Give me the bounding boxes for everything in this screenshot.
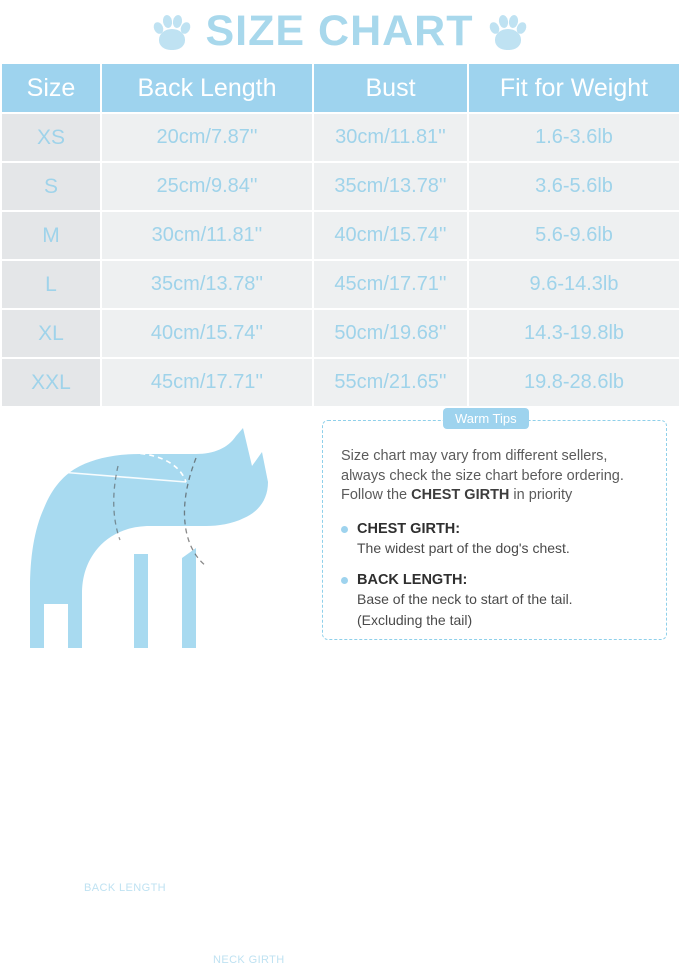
table-row xyxy=(1,211,679,260)
bullet-title: CHEST GIRTH: xyxy=(357,520,461,537)
warm-tips-box xyxy=(322,411,667,640)
size-chart-table xyxy=(0,62,679,408)
cell-weight: 19.8-28.6lb xyxy=(468,358,679,407)
cell-bust: 55cm/21.65'' xyxy=(313,358,468,407)
cell-bust: 40cm/15.74'' xyxy=(313,211,468,260)
cell-back-length: 45cm/17.71'' xyxy=(101,358,313,407)
dog-outline-icon xyxy=(0,408,318,656)
neck-girth-label: NECK GIRTH xyxy=(213,954,285,966)
column-header-bust: Bust xyxy=(313,63,468,113)
list-item xyxy=(341,571,650,632)
table-row xyxy=(1,260,679,309)
tips-line-2: always check the size chart before ordering. xyxy=(341,467,624,484)
column-header-size: Size xyxy=(1,63,101,113)
tips-line-1: Size chart may vary from different sellers, xyxy=(341,448,608,464)
lower-section xyxy=(0,408,679,966)
cell-bust: 45cm/17.71'' xyxy=(313,260,468,309)
bullet-dot-icon xyxy=(341,577,348,584)
tips-line-3 xyxy=(341,486,650,506)
tips-line-3-emphasis: CHEST GIRTH xyxy=(411,487,510,504)
tips-bullet-list xyxy=(341,520,650,632)
cell-weight: 9.6-14.3lb xyxy=(468,260,679,309)
cell-bust: 30cm/11.81'' xyxy=(313,113,468,162)
table-row xyxy=(1,309,679,358)
bullet-description: The widest part of the dog's chest. xyxy=(357,540,570,557)
cell-back-length: 40cm/15.74'' xyxy=(101,309,313,358)
cell-size: M xyxy=(1,211,101,260)
cell-size: XL xyxy=(1,309,101,358)
list-item xyxy=(341,520,650,560)
table-row xyxy=(1,358,679,407)
cell-size: XXL xyxy=(1,358,101,407)
table-header-row xyxy=(1,63,679,113)
cell-back-length: 35cm/13.78'' xyxy=(101,260,313,309)
table-row xyxy=(1,113,679,162)
cell-size: S xyxy=(1,162,101,211)
cell-back-length: 25cm/9.84'' xyxy=(101,162,313,211)
tips-line-3-pre: Follow the xyxy=(341,487,412,504)
bullet-description: Base of the neck to start of the tail. xyxy=(357,591,573,608)
table-row xyxy=(1,162,679,211)
warm-tips-body xyxy=(323,421,666,632)
cell-size: L xyxy=(1,260,101,309)
page-title: SIZE CHART xyxy=(205,6,474,55)
back-length-label: BACK LENGTH xyxy=(84,882,167,894)
dog-illustration xyxy=(0,408,318,656)
cell-size: XS xyxy=(1,113,101,162)
bullet-description-secondary: (Excluding the tail) xyxy=(357,611,473,628)
cell-bust: 50cm/19.68'' xyxy=(313,309,468,358)
cell-weight: 3.6-5.6lb xyxy=(468,162,679,211)
cell-back-length: 20cm/7.87'' xyxy=(101,113,313,162)
column-header-fit-for-weight: Fit for Weight xyxy=(468,63,679,113)
bullet-dot-icon xyxy=(341,526,348,533)
page-title-row xyxy=(0,0,679,62)
column-header-back-length: Back Length xyxy=(101,63,313,113)
cell-bust: 35cm/13.78'' xyxy=(313,162,468,211)
cell-weight: 14.3-19.8lb xyxy=(468,309,679,358)
tips-line-3-post: in priority xyxy=(509,487,573,504)
cell-weight: 5.6-9.6lb xyxy=(468,211,679,260)
cell-back-length: 30cm/11.81'' xyxy=(101,211,313,260)
cell-weight: 1.6-3.6lb xyxy=(468,113,679,162)
paw-icon xyxy=(488,10,528,52)
paw-icon xyxy=(152,10,192,52)
warm-tips-badge: Warm Tips xyxy=(443,408,529,429)
bullet-title: BACK LENGTH: xyxy=(357,571,468,588)
